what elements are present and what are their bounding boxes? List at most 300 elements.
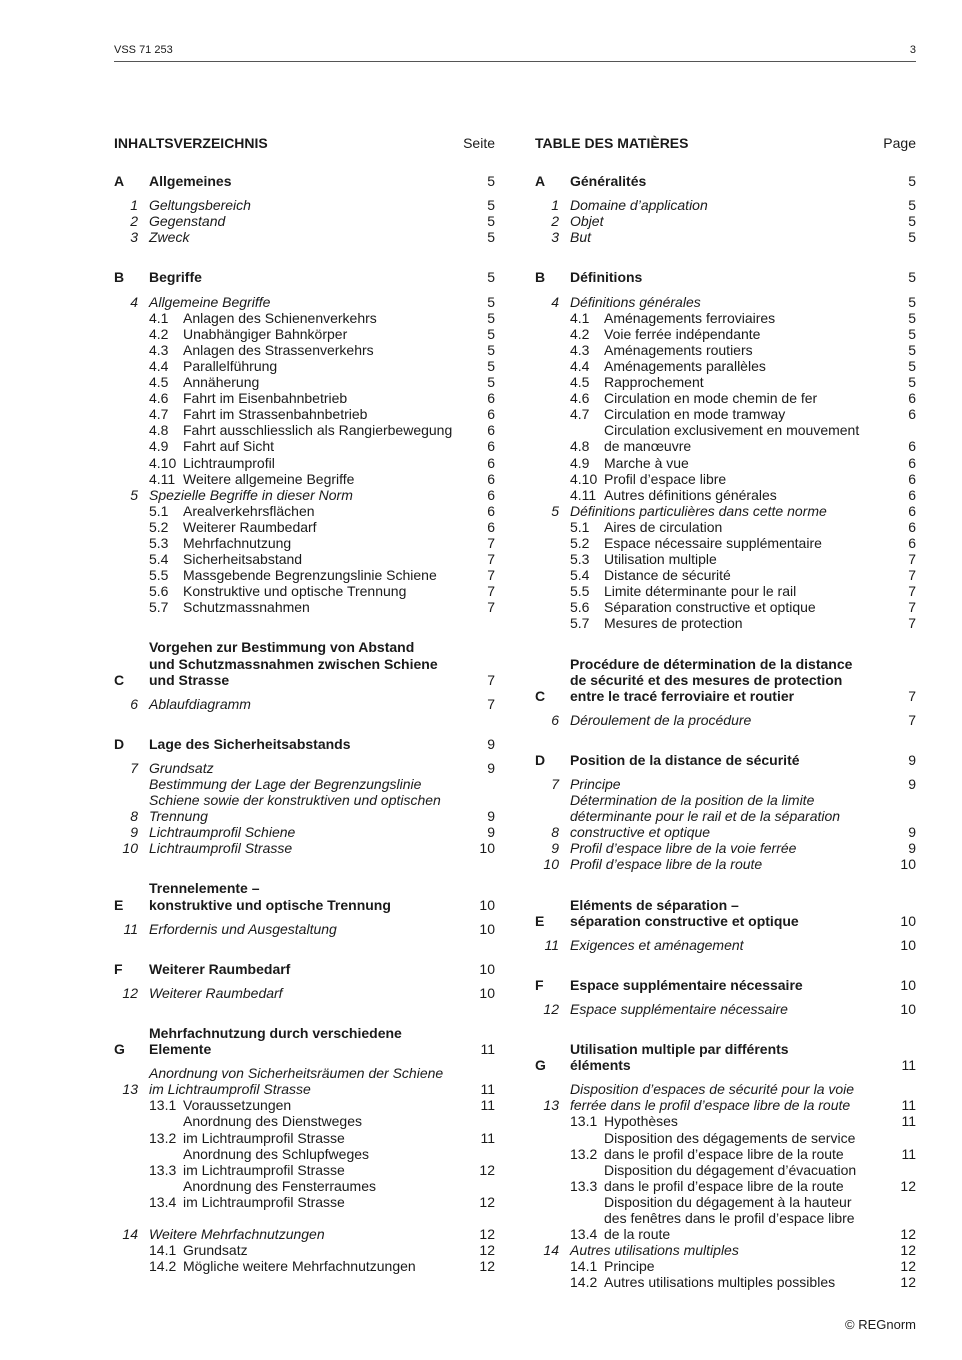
- toc-section: [535, 752, 916, 873]
- subentry-title: Aires de circulation: [604, 518, 723, 535]
- section-letter: F: [114, 960, 123, 977]
- toc-subentry[interactable]: [114, 471, 495, 487]
- subentry-number: 5.1: [570, 518, 590, 535]
- toc-subentry[interactable]: [114, 1178, 495, 1210]
- toc-entry[interactable]: [114, 229, 495, 245]
- subentry-page: 6: [908, 486, 916, 503]
- subentry-number: 13.1: [570, 1113, 598, 1130]
- toc-spacer: [114, 1210, 495, 1226]
- entry-title: Déroulement de la procédure: [570, 711, 752, 728]
- toc-german: [114, 135, 495, 1298]
- entry-page: 6: [908, 502, 916, 519]
- toc-entry[interactable]: [535, 1242, 916, 1258]
- subentry-title: Sicherheitsabstand: [183, 551, 303, 568]
- subentry-page: 5: [487, 341, 495, 358]
- section-letter: E: [535, 912, 545, 929]
- subentry-page: 12: [479, 1242, 495, 1259]
- entry-page: 5: [908, 213, 916, 230]
- entry-title: Domaine d’application: [570, 197, 708, 214]
- toc-subentry[interactable]: [535, 551, 916, 567]
- entry-title: Erfordernis und Ausgestaltung: [149, 920, 337, 937]
- entry-number: 6: [551, 711, 559, 728]
- section-title: Trennelemente – konstruktive und optische Trennung: [149, 880, 391, 913]
- toc-subentry[interactable]: [114, 310, 495, 326]
- section-title: Eléments de séparation – séparation constructive et optique: [570, 896, 799, 929]
- entry-number: 9: [130, 824, 138, 841]
- entry-number: 3: [551, 229, 559, 246]
- toc-subentry[interactable]: [535, 1274, 916, 1290]
- section-title: Allgemeines: [149, 173, 232, 190]
- toc-subentry[interactable]: [535, 1162, 916, 1194]
- subentry-page: 5: [487, 374, 495, 391]
- subentry-title: Espace nécessaire supplémentaire: [604, 534, 822, 551]
- toc-section: [535, 656, 916, 728]
- entry-title: Allgemeine Begriffe: [149, 293, 271, 310]
- section-title: Vorgehen zur Bestimmung von Abstand und Schutzmassnahmen zwischen Schiene und Strasse: [149, 639, 438, 688]
- entry-number: 4: [551, 293, 559, 310]
- toc-subentry[interactable]: [535, 390, 916, 406]
- toc-subentry[interactable]: [114, 342, 495, 358]
- subentry-page: 5: [908, 374, 916, 391]
- subentry-number: 13.4: [570, 1226, 598, 1243]
- entry-number: 5: [130, 486, 138, 503]
- toc-section-heading[interactable]: [535, 1041, 916, 1073]
- toc-french-page-label: Page: [883, 135, 916, 151]
- document-id: VSS 71 253: [114, 44, 173, 56]
- section-letter: E: [114, 896, 124, 913]
- toc-entry[interactable]: [114, 824, 495, 840]
- entry-page: 5: [487, 293, 495, 310]
- subentry-number: 14.1: [149, 1242, 177, 1259]
- subentry-number: 13.3: [149, 1161, 177, 1178]
- toc-section: [535, 1041, 916, 1290]
- toc-entry[interactable]: [114, 776, 495, 824]
- subentry-page: 7: [487, 599, 495, 616]
- subentry-number: 5.3: [149, 534, 169, 551]
- subentry-page: 6: [487, 390, 495, 407]
- subentry-number: 5.2: [570, 534, 590, 551]
- toc-entry[interactable]: [114, 696, 495, 712]
- subentry-number: 13.2: [149, 1129, 177, 1146]
- entry-page: 10: [479, 984, 495, 1001]
- subentry-number: 5.5: [570, 583, 590, 600]
- subentry-number: 4.1: [149, 309, 169, 326]
- toc-section: [114, 173, 495, 245]
- toc-subentry[interactable]: [535, 567, 916, 583]
- subentry-title: Distance de sécurité: [604, 567, 731, 584]
- subentry-number: 5.2: [149, 518, 169, 535]
- entry-title: Principe: [570, 776, 621, 792]
- subentry-page: 11: [480, 1129, 495, 1146]
- toc-subentry[interactable]: [535, 326, 916, 342]
- subentry-title: Séparation constructive et optique: [604, 599, 816, 616]
- subentry-title: Parallelführung: [183, 357, 278, 374]
- toc-subentry[interactable]: [535, 422, 916, 454]
- entry-title: Profil d’espace libre de la voie ferrée: [570, 840, 797, 857]
- subentry-number: 13.1: [149, 1097, 177, 1114]
- subentry-title: Disposition des dégagements de service dans le profil d’espace libre de la route: [604, 1129, 856, 1162]
- section-title: Procédure de détermination de la distance de sécurité et des mesures de protection entre le tracé ferroviaire et routier: [570, 655, 853, 704]
- toc-section-heading[interactable]: [114, 736, 495, 752]
- toc-section-heading[interactable]: [114, 269, 495, 285]
- section-page: 10: [479, 960, 495, 977]
- toc-section-heading[interactable]: [114, 173, 495, 189]
- toc-section-heading[interactable]: [535, 269, 916, 285]
- toc-subentry[interactable]: [114, 535, 495, 551]
- subentry-number: 14.2: [570, 1274, 598, 1291]
- toc-entry[interactable]: [114, 213, 495, 229]
- subentry-number: 5.4: [149, 551, 169, 568]
- toc-german-header: [114, 135, 495, 151]
- section-letter: F: [535, 976, 544, 993]
- toc-subentry[interactable]: [114, 599, 495, 615]
- toc-subentry[interactable]: [114, 583, 495, 599]
- entry-page: 9: [908, 840, 916, 857]
- subentry-page: 7: [908, 551, 916, 568]
- toc-entry[interactable]: [114, 760, 495, 776]
- entry-title: Spezielle Begriffe in dieser Norm: [149, 486, 353, 503]
- entry-number: 11: [123, 920, 138, 937]
- toc-subentry[interactable]: [114, 422, 495, 438]
- subentry-number: 5.7: [570, 615, 590, 632]
- entry-number: 13: [543, 1097, 559, 1114]
- entry-title: Zweck: [149, 229, 190, 246]
- subentry-page: 5: [487, 309, 495, 326]
- toc-section-heading[interactable]: [535, 897, 916, 929]
- toc-entry[interactable]: [114, 1226, 495, 1242]
- entry-page: 6: [487, 486, 495, 503]
- subentry-number: 4.6: [570, 390, 590, 407]
- section-letter: A: [114, 173, 125, 190]
- subentry-page: 6: [908, 518, 916, 535]
- toc-french-title: TABLE DES MATIÈRES: [535, 135, 689, 151]
- entry-title: Lichtraumprofil Schiene: [149, 824, 296, 841]
- toc-french-header: [535, 135, 916, 151]
- section-letter: B: [535, 269, 546, 286]
- toc-entry[interactable]: [535, 712, 916, 728]
- toc-subentry[interactable]: [114, 374, 495, 390]
- subentry-page: 12: [900, 1274, 916, 1291]
- toc-entry[interactable]: [535, 1081, 916, 1113]
- subentry-number: 4.9: [149, 438, 169, 455]
- entry-page: 10: [479, 920, 495, 937]
- toc-section-heading[interactable]: [535, 977, 916, 993]
- toc-subentry[interactable]: [114, 1242, 495, 1258]
- section-letter: D: [535, 751, 546, 768]
- copyright-footer: © REGnorm: [845, 1317, 916, 1332]
- section-letter: C: [114, 671, 125, 688]
- toc-subentry[interactable]: [535, 374, 916, 390]
- entry-title: Weiterer Raumbedarf: [149, 984, 283, 1001]
- toc-subentry[interactable]: [114, 326, 495, 342]
- entry-number: 6: [130, 695, 138, 712]
- toc-section-heading[interactable]: [535, 656, 916, 704]
- entry-page: 10: [900, 1000, 916, 1017]
- subentry-number: 14.2: [149, 1258, 177, 1275]
- entry-title: But: [570, 229, 592, 246]
- entry-page: 11: [901, 1097, 916, 1114]
- section-page: 11: [480, 1041, 495, 1058]
- subentry-title: Grundsatz: [183, 1242, 248, 1259]
- toc-entry[interactable]: [535, 503, 916, 519]
- entry-title: Anordnung von Sicherheitsräumen der Schiene im Lichtraumprofil Strasse: [149, 1065, 444, 1098]
- section-page: 5: [908, 173, 916, 190]
- subentry-title: Fahrt auf Sicht: [183, 438, 275, 455]
- subentry-page: 6: [908, 454, 916, 471]
- entry-number: 8: [130, 808, 138, 825]
- subentry-title: Circulation en mode tramway: [604, 406, 786, 423]
- toc-entry[interactable]: [535, 229, 916, 245]
- toc-entry[interactable]: [535, 197, 916, 213]
- header-rule: [114, 61, 916, 62]
- section-title: Mehrfachnutzung durch verschiedene Elemente: [149, 1024, 402, 1058]
- subentry-page: 5: [487, 357, 495, 374]
- subentry-number: 14.1: [570, 1258, 598, 1275]
- toc-subentry[interactable]: [114, 358, 495, 374]
- entry-page: 10: [900, 936, 916, 953]
- toc-subentry[interactable]: [535, 310, 916, 326]
- section-letter: G: [114, 1041, 125, 1058]
- entry-page: 9: [487, 808, 495, 825]
- toc-subentry[interactable]: [114, 1258, 495, 1274]
- toc-subentry[interactable]: [535, 487, 916, 503]
- toc-subentry[interactable]: [114, 438, 495, 454]
- entry-number: 5: [551, 502, 559, 519]
- subentry-title: Lichtraumprofil: [183, 454, 275, 471]
- toc-subentry[interactable]: [114, 503, 495, 519]
- toc-entry[interactable]: [535, 937, 916, 953]
- subentry-number: 5.1: [149, 502, 169, 519]
- subentry-page: 6: [487, 422, 495, 439]
- entry-title: Définitions particulières dans cette norme: [570, 502, 827, 519]
- toc-section-heading[interactable]: [114, 880, 495, 912]
- toc-subentry[interactable]: [114, 567, 495, 583]
- toc-entry[interactable]: [535, 776, 916, 792]
- toc-subentry[interactable]: [535, 1130, 916, 1162]
- subentry-page: 6: [487, 406, 495, 423]
- toc-subentry[interactable]: [535, 583, 916, 599]
- entry-title: Grundsatz: [149, 759, 214, 776]
- toc-entry[interactable]: [535, 213, 916, 229]
- section-letter: D: [114, 735, 125, 752]
- subentry-title: Mehrfachnutzung: [183, 534, 292, 551]
- subentry-title: Utilisation multiple: [604, 551, 717, 568]
- toc-subentry[interactable]: [535, 615, 916, 631]
- toc-subentry[interactable]: [535, 358, 916, 374]
- subentry-title: Anordnung des Fensterraumes im Lichtraumprofil Strasse: [183, 1177, 376, 1210]
- subentry-number: 4.6: [149, 390, 169, 407]
- entry-page: 7: [908, 711, 916, 728]
- entry-page: 5: [908, 293, 916, 310]
- toc-french-sections: [535, 173, 916, 1290]
- entry-number: 12: [543, 1000, 559, 1017]
- section-letter: G: [535, 1057, 546, 1074]
- toc-entry[interactable]: [114, 197, 495, 213]
- toc-entry[interactable]: [114, 294, 495, 310]
- toc-subentry[interactable]: [535, 342, 916, 358]
- subentry-page: 12: [479, 1193, 495, 1210]
- entry-page: 9: [487, 759, 495, 776]
- subentry-number: 4.5: [570, 374, 590, 391]
- subentry-title: Anordnung des Dienstweges im Lichtraumprofil Strasse: [183, 1113, 363, 1146]
- toc-entry[interactable]: [114, 1065, 495, 1097]
- subentry-title: Hypothèses: [604, 1113, 678, 1130]
- section-page: 10: [479, 896, 495, 913]
- entry-number: 10: [543, 856, 559, 873]
- section-page: 7: [908, 687, 916, 704]
- subentry-page: 12: [479, 1161, 495, 1178]
- toc-section: [114, 736, 495, 857]
- entry-title: Exigences et aménagement: [570, 936, 744, 953]
- toc-section: [114, 880, 495, 936]
- section-title: Begriffe: [149, 269, 202, 286]
- subentry-number: 4.11: [570, 486, 597, 503]
- page-number: 3: [909, 44, 916, 56]
- entry-title: Autres utilisations multiples: [570, 1242, 739, 1259]
- toc-subentry[interactable]: [535, 406, 916, 422]
- section-letter: A: [535, 173, 546, 190]
- toc-section: [114, 269, 495, 615]
- toc-entry[interactable]: [114, 487, 495, 503]
- subentry-title: Limite déterminante pour le rail: [604, 583, 797, 600]
- section-letter: C: [535, 687, 546, 704]
- subentry-page: 11: [901, 1145, 916, 1162]
- subentry-title: Weiterer Raumbedarf: [183, 518, 317, 535]
- toc-subentry[interactable]: [535, 471, 916, 487]
- entry-page: 5: [487, 229, 495, 246]
- subentry-number: 5.6: [149, 583, 169, 600]
- toc-section: [535, 977, 916, 1017]
- toc-entry[interactable]: [535, 1001, 916, 1017]
- subentry-number: 4.7: [570, 406, 590, 423]
- subentry-page: 6: [908, 470, 916, 487]
- entry-page: 9: [908, 776, 916, 792]
- entry-page: 5: [487, 197, 495, 214]
- subentry-number: 5.7: [149, 599, 169, 616]
- toc-section-heading[interactable]: [114, 961, 495, 977]
- toc-entry[interactable]: [114, 921, 495, 937]
- entry-title: Disposition d’espaces de sécurité pour la voie ferrée dans le profil d’espace libre de la route: [570, 1081, 855, 1114]
- subentry-title: Anlagen des Strassenverkehrs: [183, 341, 374, 358]
- toc-entry[interactable]: [535, 294, 916, 310]
- subentry-page: 5: [908, 341, 916, 358]
- entry-page: 5: [908, 197, 916, 214]
- toc-subentry[interactable]: [535, 455, 916, 471]
- subentry-page: 7: [487, 583, 495, 600]
- subentry-number: 4.11: [149, 470, 176, 487]
- entry-number: 14: [543, 1242, 559, 1259]
- toc-section-heading[interactable]: [535, 173, 916, 189]
- toc-section-heading[interactable]: [114, 639, 495, 687]
- entry-page: 10: [900, 856, 916, 873]
- toc-german-title: INHALTSVERZEICHNIS: [114, 135, 268, 151]
- section-page: 5: [487, 269, 495, 286]
- entry-title: Définitions générales: [570, 293, 701, 310]
- subentry-title: Massgebende Begrenzungslinie Schiene: [183, 567, 437, 584]
- subentry-title: Rapprochement: [604, 374, 704, 391]
- subentry-number: 5.4: [570, 567, 590, 584]
- entry-page: 12: [900, 1242, 916, 1259]
- subentry-number: 5.3: [570, 551, 590, 568]
- toc-entry[interactable]: [535, 792, 916, 840]
- toc-entry[interactable]: [114, 985, 495, 1001]
- entry-number: 3: [130, 229, 138, 246]
- subentry-title: Voraussetzungen: [183, 1097, 292, 1114]
- toc-subentry[interactable]: [114, 406, 495, 422]
- entry-page: 11: [480, 1081, 495, 1098]
- subentry-title: Schutzmassnahmen: [183, 599, 310, 616]
- toc-section-heading[interactable]: [114, 1025, 495, 1057]
- toc-subentry[interactable]: [535, 1194, 916, 1242]
- toc-section: [535, 269, 916, 631]
- toc-subentry[interactable]: [535, 535, 916, 551]
- subentry-title: Weitere allgemeine Begriffe: [183, 470, 355, 487]
- toc-subentry[interactable]: [535, 599, 916, 615]
- subentry-title: Mesures de protection: [604, 615, 743, 632]
- subentry-title: Aménagements routiers: [604, 341, 753, 358]
- subentry-page: 7: [487, 534, 495, 551]
- section-title: Généralités: [570, 173, 647, 190]
- subentry-title: Aménagements ferroviaires: [604, 309, 776, 326]
- entry-title: Weitere Mehrfachnutzungen: [149, 1225, 325, 1242]
- subentry-title: Disposition du dégagement à la hauteur des fenêtres dans le profil d’espace libre de la route: [604, 1193, 855, 1243]
- toc-entry[interactable]: [114, 840, 495, 856]
- entry-number: 2: [130, 213, 138, 230]
- toc-section: [114, 639, 495, 711]
- toc-section: [535, 897, 916, 953]
- subentry-page: 6: [487, 470, 495, 487]
- subentry-number: 13.4: [149, 1193, 177, 1210]
- subentry-number: 4.1: [570, 309, 590, 326]
- subentry-page: 11: [480, 1097, 495, 1114]
- subentry-title: Autres définitions générales: [604, 486, 777, 503]
- entry-page: 12: [479, 1225, 495, 1242]
- subentry-page: 6: [908, 534, 916, 551]
- toc-subentry[interactable]: [535, 1113, 916, 1129]
- subentry-title: Anordnung des Schlupfweges im Lichtraumprofil Strasse: [183, 1145, 370, 1178]
- entry-page: 5: [908, 229, 916, 246]
- section-title: Espace supplémentaire nécessaire: [570, 976, 803, 993]
- entry-number: 2: [551, 213, 559, 230]
- entry-number: 1: [130, 197, 138, 214]
- toc-subentry[interactable]: [114, 1097, 495, 1113]
- subentry-title: Disposition du dégagement d’évacuation dans le profil d’espace libre de la route: [604, 1161, 857, 1194]
- subentry-title: Principe: [604, 1258, 655, 1275]
- toc-subentry[interactable]: [114, 1146, 495, 1178]
- subentry-page: 12: [900, 1177, 916, 1194]
- toc-subentry[interactable]: [114, 455, 495, 471]
- toc-subentry[interactable]: [114, 390, 495, 406]
- toc-subentry[interactable]: [114, 1113, 495, 1145]
- toc-subentry[interactable]: [114, 519, 495, 535]
- toc-subentry[interactable]: [114, 551, 495, 567]
- entry-title: Profil d’espace libre de la route: [570, 856, 763, 873]
- section-page: 9: [487, 735, 495, 752]
- subentry-page: 12: [900, 1258, 916, 1275]
- toc-subentry[interactable]: [535, 1258, 916, 1274]
- toc-entry[interactable]: [535, 856, 916, 872]
- subentry-title: Arealverkehrsflächen: [183, 502, 315, 519]
- subentry-number: 4.3: [570, 341, 590, 358]
- toc-section-heading[interactable]: [535, 752, 916, 768]
- toc-subentry[interactable]: [535, 519, 916, 535]
- subentry-number: 5.6: [570, 599, 590, 616]
- toc-entry[interactable]: [535, 840, 916, 856]
- entry-number: 4: [130, 293, 138, 310]
- section-title: Définitions: [570, 269, 643, 286]
- subentry-page: 6: [908, 390, 916, 407]
- entry-number: 9: [551, 840, 559, 857]
